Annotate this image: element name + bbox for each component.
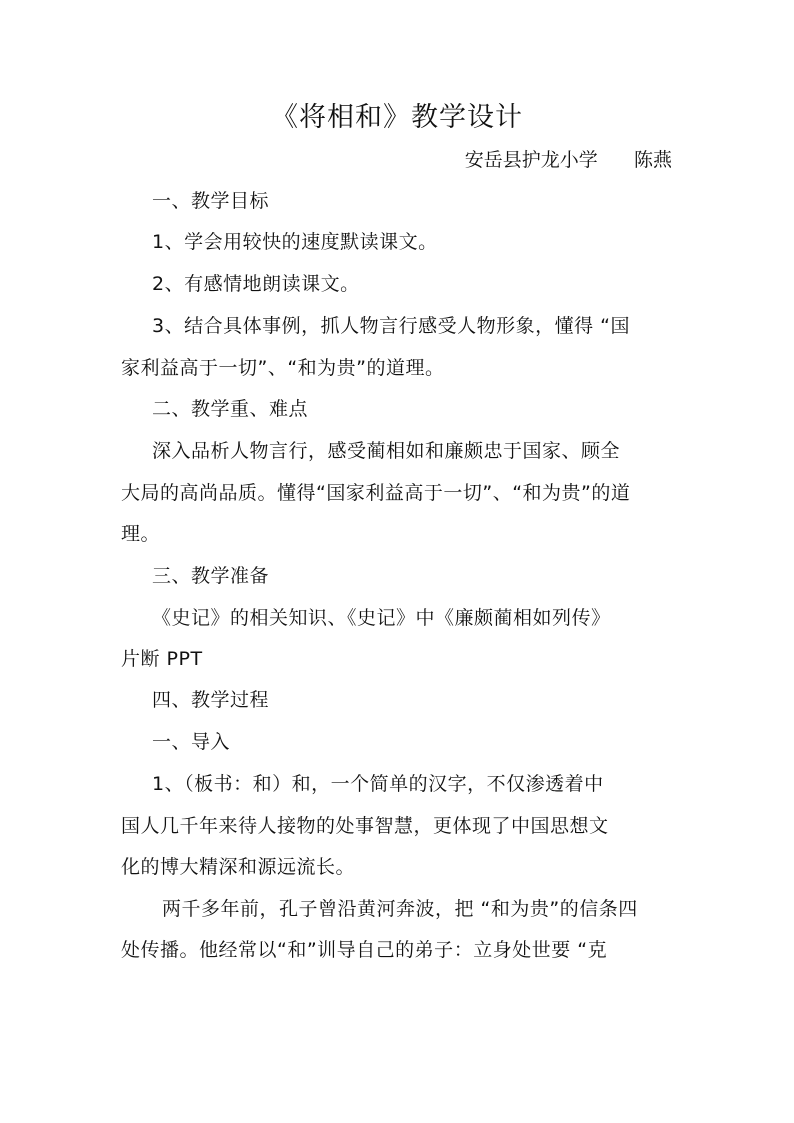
paragraph-line: 片断 PPT bbox=[121, 648, 203, 670]
section-heading-key-points: 二、教学重、难点 bbox=[152, 398, 309, 420]
paragraph-line: 国人几千年来待人接物的处事智慧，更体现了中国思想文 bbox=[121, 815, 609, 837]
author-line: 安岳县护龙小学 陈燕 bbox=[464, 149, 672, 171]
paragraph-line: 3、结合具体事例，抓人物言行感受人物形象，懂得 “国 bbox=[152, 315, 630, 337]
paragraph-line: 1、（板书：和）和，一个简单的汉字，不仅渗透着中 bbox=[152, 773, 604, 795]
document-title: 《将相和》教学设计 bbox=[271, 102, 523, 133]
section-heading-process: 四、教学过程 bbox=[152, 689, 270, 711]
section-heading-preparation: 三、教学准备 bbox=[152, 565, 270, 587]
paragraph-line: 2、有感情地朗读课文。 bbox=[152, 273, 360, 295]
paragraph-line: 《史记》的相关知识、《史记》中《廉颇蔺相如列传》 bbox=[152, 607, 611, 629]
paragraph-line: 理。 bbox=[121, 523, 161, 545]
paragraph-line: 化的博大精深和源远流长。 bbox=[121, 856, 356, 878]
paragraph-line: 处传播。他经常以“和”训导自己的弟子：立身处世要 “克 bbox=[121, 939, 608, 961]
section-heading-objectives: 一、教学目标 bbox=[152, 190, 270, 212]
paragraph-line: 家利益高于一切”、“和为贵”的道理。 bbox=[121, 357, 445, 379]
paragraph-line: 1、学会用较快的速度默读课文。 bbox=[152, 231, 438, 253]
subsection-heading-introduction: 一、导入 bbox=[152, 731, 231, 753]
paragraph-line: 两千多年前，孔子曾沿黄河奔波，把 “和为贵”的信条四 bbox=[162, 898, 638, 920]
paragraph-line: 大局的高尚品质。懂得“国家利益高于一切”、“和为贵”的道 bbox=[121, 482, 631, 504]
paragraph-line: 深入品析人物言行，感受蔺相如和廉颇忠于国家、顾全 bbox=[152, 440, 621, 462]
